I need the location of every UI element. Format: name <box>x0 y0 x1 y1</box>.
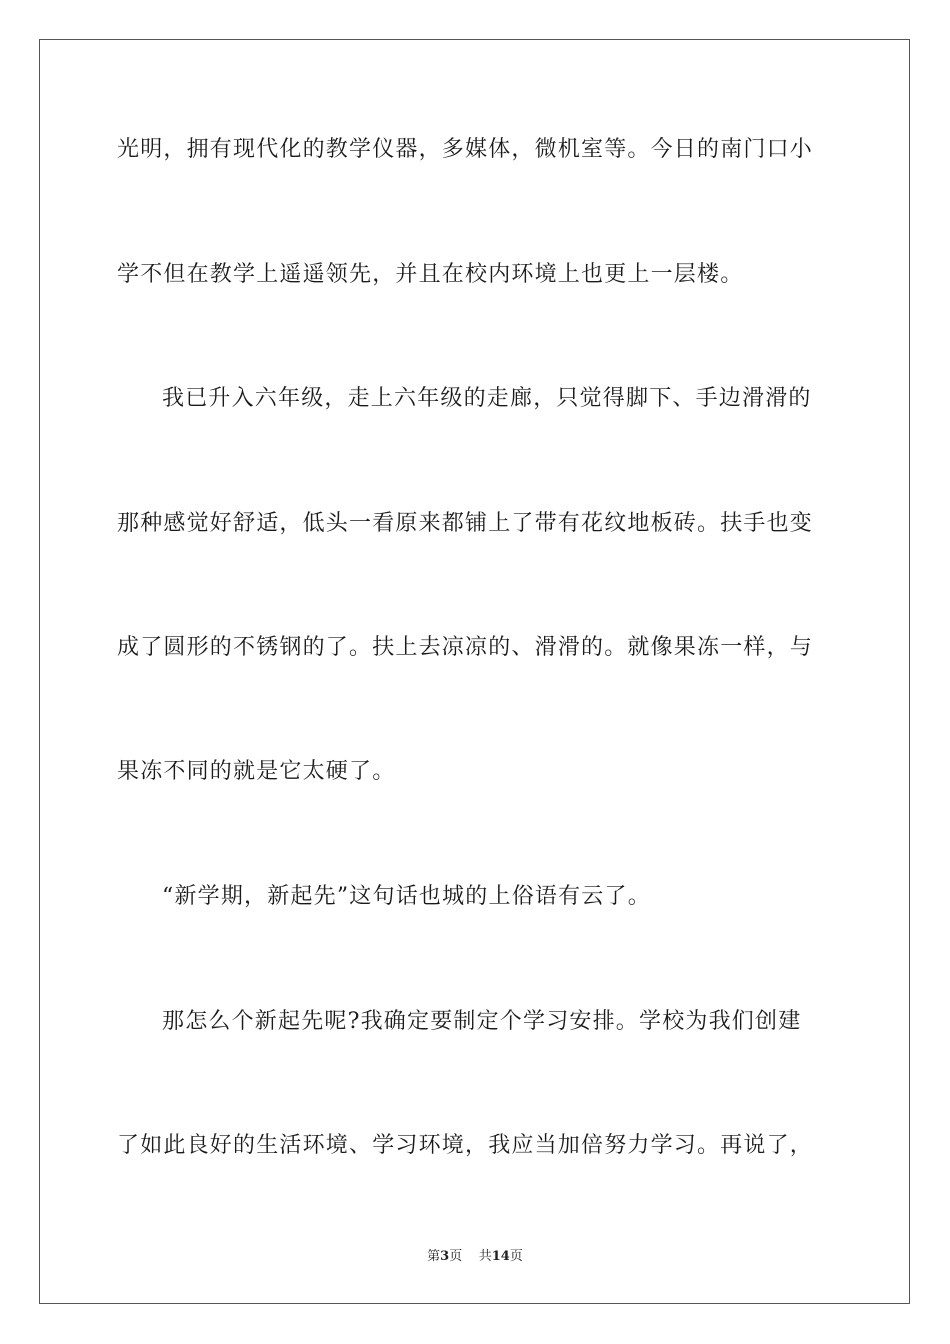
total-pages: 14 <box>491 1249 510 1264</box>
page-prefix: 第 <box>427 1249 441 1264</box>
total-prefix: 共 <box>478 1249 492 1264</box>
paragraph-start-line: 那怎么个新起先呢?我确定要制定个学习安排。学校为我们创建 <box>162 1009 802 1034</box>
page-number: 3 <box>440 1249 450 1264</box>
text-line: 果冻不同的就是它太硬了。 <box>117 759 396 784</box>
paragraph-start-line: 我已升入六年级，走上六年级的走廊，只觉得脚下、手边滑滑的 <box>162 386 812 411</box>
text-line: 成了圆形的不锈钢的了。扶上去凉凉的、滑滑的。就像果冻一样，与 <box>117 635 814 660</box>
page-border <box>39 39 910 1304</box>
page-suffix: 页 <box>449 1249 463 1264</box>
text-line: 光明，拥有现代化的教学仪器，多媒体，微机室等。今日的南门口小 <box>117 137 814 162</box>
text-line: 了如此良好的生活环境、学习环境，我应当加倍努力学习。再说了， <box>117 1133 814 1158</box>
page-footer <box>0 1245 950 1264</box>
text-line: 学不但在教学上遥遥领先，并且在校内环境上也更上一层楼。 <box>117 262 744 287</box>
text-line: 那种感觉好舒适，低头一看原来都铺上了带有花纹地板砖。扶手也变 <box>117 511 814 536</box>
paragraph-start-line: “新学期，新起先”这句话也城的上俗语有云了。 <box>162 884 651 909</box>
total-suffix: 页 <box>509 1249 523 1264</box>
